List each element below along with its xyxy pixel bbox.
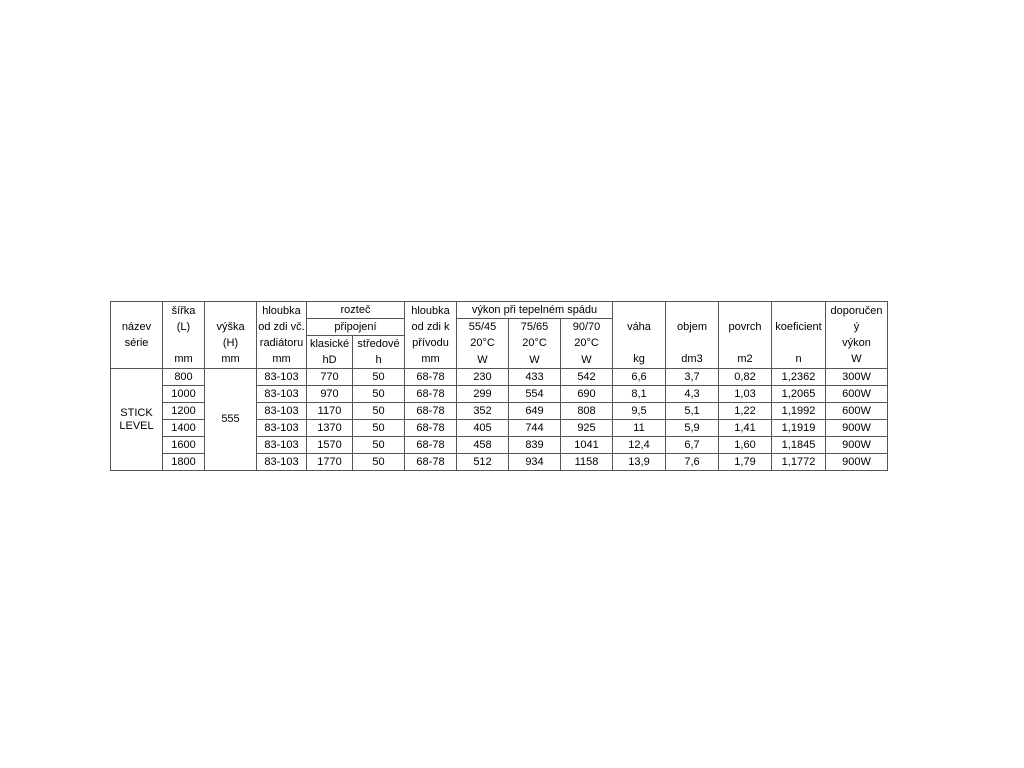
header-doporuceny: doporučen ý výkon W [826, 302, 888, 369]
cell-vaha: 6,6 [613, 369, 666, 386]
cell-klasicke: 770 [307, 369, 353, 386]
cell-sirka: 1000 [163, 386, 205, 403]
cell-klasicke: 1570 [307, 437, 353, 454]
cell-w90: 1041 [561, 437, 613, 454]
cell-stredove: 50 [353, 386, 405, 403]
cell-doporuceny: 900W [826, 454, 888, 471]
cell-koef: 1,1845 [772, 437, 826, 454]
cell-objem: 4,3 [666, 386, 719, 403]
cell-stredove: 50 [353, 437, 405, 454]
cell-w75: 554 [509, 386, 561, 403]
header-hloubka-zdi: hloubka od zdi vč. radiátoru mm [257, 302, 307, 369]
cell-stredove: 50 [353, 369, 405, 386]
cell-vaha: 12,4 [613, 437, 666, 454]
cell-koef: 1,1992 [772, 403, 826, 420]
cell-sirka: 800 [163, 369, 205, 386]
cell-objem: 5,1 [666, 403, 719, 420]
cell-klasicke: 970 [307, 386, 353, 403]
header-vykon-90-temp: 20°C [561, 336, 613, 353]
cell-w75: 839 [509, 437, 561, 454]
series-name-line: STICK [120, 406, 153, 419]
header-vykon-75-unit: W [509, 352, 561, 369]
cell-koef: 1,2362 [772, 369, 826, 386]
cell-povrch: 1,22 [719, 403, 772, 420]
cell-hloubka: 83-103 [257, 437, 307, 454]
cell-klasicke: 1370 [307, 420, 353, 437]
spec-table [110, 301, 888, 471]
header-vyska: výška (H) mm [205, 302, 257, 369]
cell-doporuceny: 900W [826, 420, 888, 437]
header-vykon-55: 55/45 [457, 319, 509, 336]
header-vykon-75-temp: 20°C [509, 336, 561, 353]
cell-vaha: 11 [613, 420, 666, 437]
height-value-cell: 555 [205, 369, 257, 471]
header-stredove-unit: h [353, 352, 405, 369]
cell-privod: 68-78 [405, 437, 457, 454]
cell-w90: 925 [561, 420, 613, 437]
cell-w55: 299 [457, 386, 509, 403]
cell-hloubka: 83-103 [257, 420, 307, 437]
header-roztec: rozteč [307, 302, 405, 319]
header-vykon-90: 90/70 [561, 319, 613, 336]
cell-vaha: 8,1 [613, 386, 666, 403]
cell-privod: 68-78 [405, 420, 457, 437]
cell-sirka: 1600 [163, 437, 205, 454]
header-hloubka-privod: hloubka od zdi k přívodu mm [405, 302, 457, 369]
cell-w75: 934 [509, 454, 561, 471]
header-vykon-75: 75/65 [509, 319, 561, 336]
header-vykon: výkon při tepelném spádu [457, 302, 613, 319]
cell-vaha: 13,9 [613, 454, 666, 471]
spec-table-body [111, 302, 888, 471]
header-povrch: povrch m2 [719, 302, 772, 369]
cell-vaha: 9,5 [613, 403, 666, 420]
cell-hloubka: 83-103 [257, 369, 307, 386]
header-klasicke-unit: hD [307, 352, 353, 369]
cell-w55: 352 [457, 403, 509, 420]
cell-objem: 5,9 [666, 420, 719, 437]
cell-doporuceny: 600W [826, 403, 888, 420]
cell-privod: 68-78 [405, 403, 457, 420]
cell-w90: 690 [561, 386, 613, 403]
cell-koef: 1,1772 [772, 454, 826, 471]
cell-privod: 68-78 [405, 386, 457, 403]
cell-w75: 649 [509, 403, 561, 420]
cell-sirka: 1400 [163, 420, 205, 437]
header-stredove: středové [353, 336, 405, 353]
cell-stredove: 50 [353, 454, 405, 471]
header-klasicke: klasické [307, 336, 353, 353]
header-objem: objem dm3 [666, 302, 719, 369]
cell-objem: 7,6 [666, 454, 719, 471]
cell-povrch: 1,60 [719, 437, 772, 454]
cell-doporuceny: 300W [826, 369, 888, 386]
header-koeficient: koeficient n [772, 302, 826, 369]
cell-w55: 458 [457, 437, 509, 454]
header-vykon-55-unit: W [457, 352, 509, 369]
cell-sirka: 1800 [163, 454, 205, 471]
header-pripojeni: připojení [307, 319, 405, 336]
cell-w90: 1158 [561, 454, 613, 471]
cell-stredove: 50 [353, 420, 405, 437]
cell-klasicke: 1170 [307, 403, 353, 420]
cell-sirka: 1200 [163, 403, 205, 420]
cell-klasicke: 1770 [307, 454, 353, 471]
cell-koef: 1,1919 [772, 420, 826, 437]
cell-w55: 405 [457, 420, 509, 437]
cell-objem: 6,7 [666, 437, 719, 454]
cell-povrch: 1,03 [719, 386, 772, 403]
cell-w75: 433 [509, 369, 561, 386]
cell-privod: 68-78 [405, 369, 457, 386]
cell-hloubka: 83-103 [257, 386, 307, 403]
cell-w55: 512 [457, 454, 509, 471]
cell-hloubka: 83-103 [257, 454, 307, 471]
cell-koef: 1,2065 [772, 386, 826, 403]
header-vaha: váha kg [613, 302, 666, 369]
header-vykon-55-temp: 20°C [457, 336, 509, 353]
cell-stredove: 50 [353, 403, 405, 420]
cell-povrch: 0,82 [719, 369, 772, 386]
header-row-1 [111, 302, 888, 319]
cell-objem: 3,7 [666, 369, 719, 386]
cell-w90: 808 [561, 403, 613, 420]
table-row [111, 369, 888, 386]
cell-w75: 744 [509, 420, 561, 437]
series-name-cell [111, 369, 163, 471]
cell-w90: 542 [561, 369, 613, 386]
cell-povrch: 1,41 [719, 420, 772, 437]
series-name-line: LEVEL [119, 419, 154, 432]
cell-hloubka: 83-103 [257, 403, 307, 420]
cell-privod: 68-78 [405, 454, 457, 471]
cell-povrch: 1,79 [719, 454, 772, 471]
header-nazev: název série [111, 302, 163, 369]
cell-doporuceny: 600W [826, 386, 888, 403]
header-sirka: šířka (L) mm [163, 302, 205, 369]
header-vykon-90-unit: W [561, 352, 613, 369]
cell-doporuceny: 900W [826, 437, 888, 454]
cell-w55: 230 [457, 369, 509, 386]
